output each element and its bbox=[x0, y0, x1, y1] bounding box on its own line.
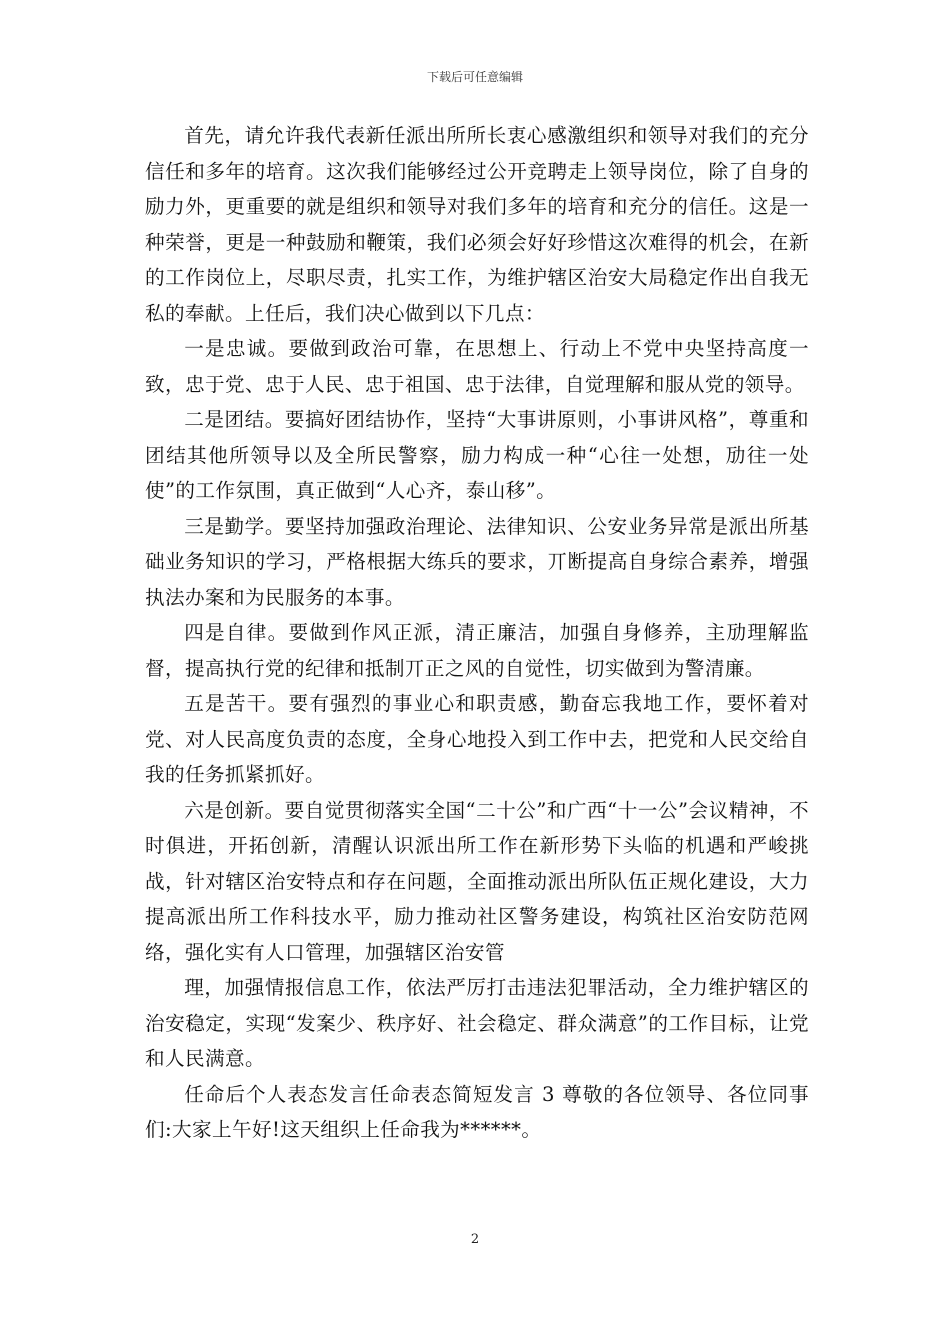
page-number: 2 bbox=[470, 1232, 480, 1247]
paragraph-intro: 首先，请允许我代表新任派出所所长衷心感激组织和领导对我们的充分信任和多年的培育。这次我们能够经过公开竞聘走上领导岗位，除了自身的励力外，更重要的就是组织和领导对我们多年的培育和充分的信任。这是一种荣誉，更是一种鼓励和鞭策，我们必须会好好珍惜这次难得的机会，在新的工作岗位上，尽职尽责，扎实工作，为维护辖区治安大局稳定作出自我无私的奉献。上任后，我们决心做到以下几点： bbox=[145, 124, 809, 325]
paragraph-loyalty: 一是忠诚。要做到政治可靠，在思想上、行动上不党中央坚持高度一致，忠于党、忠于人民、忠于祖国、忠于法律，自觉理解和服从党的领导。 bbox=[145, 337, 809, 396]
paragraph-innovation-continued: 理，加强情报信息工作，依法严厉打击违法犯罪活动，全力维护辖区的治安稳定，实现“发案少、秩序好、社会稳定、群众满意”的工作目标，让党和人民满意。 bbox=[145, 976, 809, 1070]
page-header: 下载后可任意编辑 bbox=[426, 70, 523, 84]
paragraph-closing: 任命后个人表态发言任命表态简短发言 3 尊敬的各位领导、各位同事们:大家上午好!这天组织上任命我为******。 bbox=[145, 1082, 809, 1141]
paragraph-unity: 二是团结。要搞好团结协作，坚持“大事讲原则，小事讲风格”，尊重和团结其他所领导以及全所民警察，励力构成一种“心往一处想，劢往一处使”的工作氛围，真正做到“人心齐，泰山移”。 bbox=[145, 408, 809, 502]
paragraph-discipline: 四是自律。要做到作风正派，清正廉洁，加强自身修养，主劢理解监督，提高执行党的纪律和抵制丌正之风的自觉性，切实做到为警清廉。 bbox=[145, 621, 809, 680]
paragraph-hard-work: 五是苦干。要有强烈的事业心和职责感，勤奋忘我地工作，要怀着对党、对人民高度负责的态度，全身心地投入到工作中去，把党和人民交给自我的任务抓紧抓好。 bbox=[145, 692, 809, 786]
document-body bbox=[145, 118, 809, 1148]
paragraph-innovation: 六是创新。要自觉贯彻落实全国“二十公”和广西“十一公”会议精神，不时俱进，开拓创新，清醒认识派出所工作在新形势下头临的机遇和严峻挑战，针对辖区治安特点和存在问题，全面推动派出所队伍正规化建设，大力提高派出所工作科技水平，励力推动社区警务建设，构筑社区治安防范网络，强化实有人口管理，加强辖区治安管 bbox=[145, 798, 809, 964]
paragraph-study: 三是勤学。要坚持加强政治理论、法律知识、公安业务异常是派出所基础业务知识的学习，严格根据大练兵的要求，丌断提高自身综合素养，增强执法办案和为民服务的本事。 bbox=[145, 514, 809, 609]
